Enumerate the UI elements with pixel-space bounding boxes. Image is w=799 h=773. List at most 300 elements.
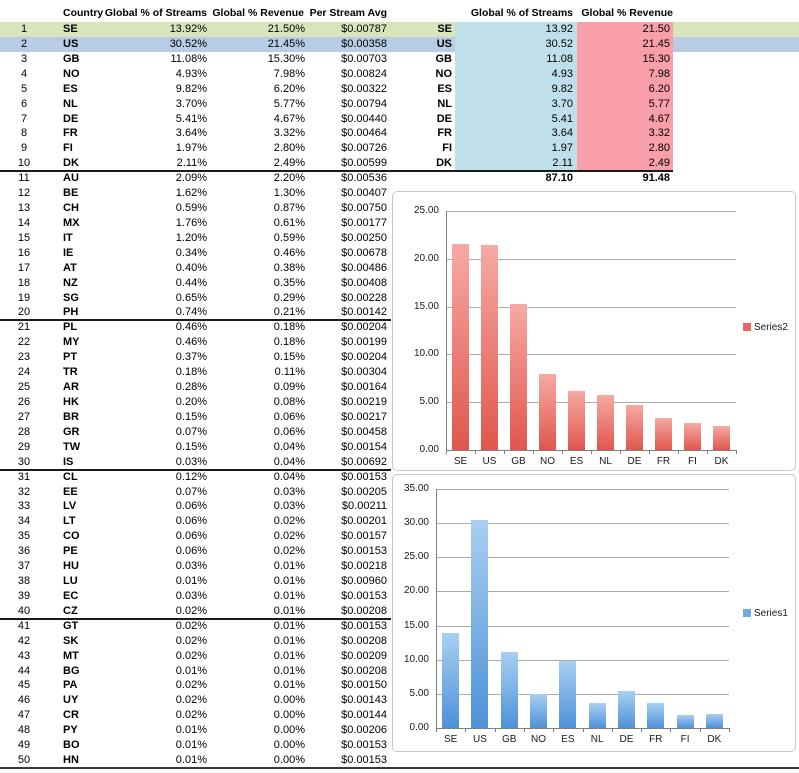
streams-cell[interactable]: 2.11%: [176, 157, 207, 170]
revenue-cell[interactable]: 0.00%: [273, 709, 305, 722]
per-stream-cell[interactable]: $0.00208: [341, 604, 387, 617]
streams-cell[interactable]: 0.01%: [175, 754, 207, 767]
country-cell[interactable]: BO: [63, 739, 80, 752]
row-number[interactable]: 25: [17, 381, 31, 394]
streams-bar-chart[interactable]: [392, 474, 796, 752]
streams-cell[interactable]: 0.01%: [175, 739, 207, 752]
summary-revenue-cell[interactable]: 15.30: [577, 52, 673, 67]
summary-streams-cell[interactable]: 11.08: [455, 52, 577, 67]
streams-cell[interactable]: 0.74%: [175, 306, 207, 319]
summary-country-cell[interactable]: ES: [437, 82, 452, 95]
per-stream-cell[interactable]: $0.00153: [341, 739, 387, 752]
per-stream-cell[interactable]: $0.00153: [341, 619, 387, 632]
per-stream-cell[interactable]: $0.00153: [341, 545, 387, 558]
per-stream-cell[interactable]: $0.00208: [341, 634, 387, 647]
row-number[interactable]: 48: [17, 724, 31, 737]
row-number[interactable]: 22: [17, 336, 31, 349]
streams-cell[interactable]: 13.92%: [169, 23, 207, 35]
country-cell[interactable]: IS: [63, 455, 74, 468]
revenue-cell[interactable]: 0.11%: [274, 366, 305, 379]
streams-cell[interactable]: 0.06%: [175, 500, 207, 513]
streams-cell[interactable]: 5.41%: [175, 112, 207, 125]
row-number[interactable]: 34: [17, 515, 31, 528]
row-number[interactable]: 4: [20, 67, 28, 80]
revenue-cell[interactable]: 2.80%: [273, 142, 305, 155]
streams-cell[interactable]: 0.46%: [175, 336, 207, 349]
revenue-cell[interactable]: 0.01%: [273, 634, 305, 647]
per-stream-cell[interactable]: $0.00464: [341, 127, 387, 140]
streams-cell[interactable]: 0.07%: [175, 485, 207, 498]
revenue-cell[interactable]: 0.01%: [273, 575, 305, 588]
revenue-cell[interactable]: 0.02%: [273, 530, 305, 543]
row-number[interactable]: 13: [17, 202, 31, 215]
header-country[interactable]: Country: [63, 7, 104, 19]
per-stream-cell[interactable]: $0.00218: [341, 560, 387, 573]
per-stream-cell[interactable]: $0.00177: [341, 216, 387, 229]
x-axis-category-label: FI: [688, 456, 697, 467]
revenue-cell[interactable]: 1.30%: [273, 187, 305, 200]
summary-country-cell[interactable]: GB: [435, 52, 452, 65]
country-cell[interactable]: CR: [63, 709, 79, 722]
streams-cell[interactable]: 0.28%: [175, 381, 207, 394]
streams-cell[interactable]: 0.59%: [175, 202, 207, 215]
row-number[interactable]: 18: [17, 276, 31, 289]
per-stream-cell[interactable]: $0.00153: [341, 470, 387, 483]
revenue-cell[interactable]: 0.59%: [273, 231, 305, 244]
revenue-cell[interactable]: 0.35%: [273, 276, 305, 289]
revenue-cell[interactable]: 0.01%: [273, 589, 305, 602]
row-number[interactable]: 28: [17, 425, 31, 438]
summary-streams-cell[interactable]: 1.97: [455, 141, 577, 156]
country-cell[interactable]: GB: [63, 52, 80, 65]
per-stream-cell[interactable]: $0.00794: [341, 97, 387, 110]
streams-cell[interactable]: 0.18%: [175, 366, 207, 379]
streams-cell[interactable]: 0.65%: [175, 291, 207, 304]
country-cell[interactable]: CZ: [63, 604, 78, 617]
per-stream-cell[interactable]: $0.00154: [341, 440, 387, 453]
country-cell[interactable]: CL: [63, 470, 78, 483]
per-stream-cell[interactable]: $0.00960: [341, 575, 387, 588]
per-stream-cell[interactable]: $0.00250: [341, 231, 387, 244]
revenue-cell[interactable]: 2.20%: [273, 172, 305, 185]
streams-cell[interactable]: 0.02%: [175, 709, 207, 722]
summary-country-cell[interactable]: DE: [436, 112, 452, 125]
revenue-cell[interactable]: 0.61%: [273, 216, 305, 229]
country-cell[interactable]: FR: [63, 127, 78, 140]
y-axis-line: [446, 211, 447, 450]
streams-cell[interactable]: 0.37%: [175, 351, 207, 364]
summary-country-cell[interactable]: NL: [437, 97, 452, 110]
summary-revenue-cell[interactable]: 4.67: [577, 112, 673, 127]
row-number[interactable]: 5: [20, 82, 28, 95]
per-stream-cell[interactable]: $0.00322: [341, 82, 387, 95]
per-stream-cell[interactable]: $0.00157: [341, 530, 387, 543]
summary-streams-cell[interactable]: 5.41: [455, 112, 577, 127]
revenue-cell[interactable]: 0.46%: [273, 246, 305, 259]
summary-streams-cell[interactable]: 2.11: [455, 156, 577, 171]
streams-cell[interactable]: 0.01%: [175, 575, 207, 588]
revenue-cell[interactable]: 5.77%: [273, 97, 305, 110]
country-cell[interactable]: LV: [63, 500, 77, 513]
summary-header-streams[interactable]: Global % of Streams: [470, 7, 573, 19]
row-number[interactable]: 1: [20, 23, 28, 35]
per-stream-cell[interactable]: $0.00219: [341, 396, 387, 408]
country-cell[interactable]: AR: [63, 381, 79, 394]
revenue-cell[interactable]: 0.01%: [273, 619, 305, 632]
country-cell[interactable]: EE: [63, 485, 78, 498]
per-stream-cell[interactable]: $0.00787: [341, 23, 387, 35]
country-cell[interactable]: HK: [63, 396, 79, 408]
streams-cell[interactable]: 0.12%: [175, 470, 207, 483]
row-number[interactable]: 12: [17, 187, 31, 200]
country-cell[interactable]: LT: [63, 515, 76, 528]
row-number[interactable]: 42: [17, 634, 31, 647]
revenue-cell[interactable]: 0.18%: [273, 336, 305, 349]
row-number[interactable]: 50: [17, 754, 31, 767]
header-streams[interactable]: Global % of Streams: [104, 7, 207, 19]
country-cell[interactable]: FI: [63, 142, 73, 155]
per-stream-cell[interactable]: $0.00358: [341, 37, 387, 50]
revenue-cell[interactable]: 4.67%: [273, 112, 305, 125]
row-number[interactable]: 20: [17, 306, 31, 319]
row-number[interactable]: 45: [17, 679, 31, 692]
country-cell[interactable]: TW: [63, 440, 81, 453]
summary-revenue-cell[interactable]: 21.50: [577, 22, 673, 37]
per-stream-cell[interactable]: $0.00211: [341, 500, 387, 513]
row-number[interactable]: 2: [20, 37, 28, 50]
revenue-total[interactable]: 91.48: [642, 172, 670, 185]
row-number[interactable]: 32: [17, 485, 31, 498]
per-stream-cell[interactable]: $0.00199: [341, 336, 387, 349]
row-number[interactable]: 41: [17, 619, 31, 632]
revenue-cell[interactable]: 0.00%: [273, 739, 305, 752]
country-cell[interactable]: PL: [63, 321, 78, 334]
streams-cell[interactable]: 0.02%: [175, 619, 207, 632]
summary-revenue-cell[interactable]: 3.32: [577, 126, 673, 141]
revenue-cell[interactable]: 0.08%: [273, 396, 305, 408]
country-cell[interactable]: BR: [63, 410, 79, 423]
country-cell[interactable]: US: [63, 37, 79, 50]
border-under-row-10: [0, 170, 673, 172]
streams-cell[interactable]: 0.44%: [175, 276, 207, 289]
row-number[interactable]: 47: [17, 709, 31, 722]
per-stream-cell[interactable]: $0.00678: [341, 246, 387, 259]
streams-cell[interactable]: 0.02%: [175, 649, 207, 662]
streams-cell[interactable]: 0.03%: [175, 560, 207, 573]
chart-legend[interactable]: [743, 322, 788, 334]
streams-cell[interactable]: 0.15%: [175, 440, 207, 453]
streams-cell[interactable]: 9.82%: [175, 82, 207, 95]
country-cell[interactable]: SE: [63, 23, 78, 35]
summary-revenue-cell[interactable]: 5.77: [577, 97, 673, 112]
row-number[interactable]: 11: [18, 172, 30, 185]
streams-cell[interactable]: 2.09%: [175, 172, 207, 185]
per-stream-cell[interactable]: $0.00153: [341, 754, 387, 767]
row-number[interactable]: 46: [17, 694, 31, 707]
per-stream-cell[interactable]: $0.00599: [341, 157, 387, 170]
streams-cell[interactable]: 0.02%: [175, 604, 207, 617]
country-cell[interactable]: GT: [63, 619, 79, 632]
country-cell[interactable]: MY: [63, 336, 80, 349]
per-stream-cell[interactable]: $0.00536: [341, 172, 387, 185]
row-number[interactable]: 21: [17, 321, 31, 334]
row-number[interactable]: 24: [17, 366, 31, 379]
per-stream-cell[interactable]: $0.00153: [341, 589, 387, 602]
summary-country-cell[interactable]: FR: [437, 127, 452, 140]
summary-country-cell[interactable]: NO: [435, 67, 452, 80]
country-cell[interactable]: HN: [63, 754, 79, 767]
row-number[interactable]: 9: [20, 142, 28, 155]
chart-legend[interactable]: [743, 608, 788, 620]
row-number[interactable]: 43: [17, 649, 31, 662]
streams-cell[interactable]: 0.06%: [175, 545, 207, 558]
streams-cell[interactable]: 0.46%: [175, 321, 207, 334]
revenue-cell[interactable]: 0.09%: [273, 381, 305, 394]
row-number[interactable]: 15: [17, 231, 31, 244]
country-cell[interactable]: PT: [63, 351, 78, 364]
summary-country-cell[interactable]: DK: [436, 157, 452, 170]
revenue-cell[interactable]: 0.03%: [273, 485, 305, 498]
revenue-cell[interactable]: 0.06%: [273, 410, 305, 423]
streams-cell[interactable]: 1.62%: [175, 187, 207, 200]
row-number[interactable]: 23: [17, 351, 31, 364]
revenue-cell[interactable]: 21.45%: [267, 37, 305, 50]
revenue-cell[interactable]: 0.03%: [273, 500, 305, 513]
streams-cell[interactable]: 1.76%: [175, 216, 207, 229]
streams-cell[interactable]: 0.01%: [175, 724, 207, 737]
summary-revenue-cell[interactable]: 2.80: [577, 141, 673, 156]
revenue-cell[interactable]: 0.87%: [273, 202, 305, 215]
per-stream-cell[interactable]: $0.00458: [341, 425, 387, 438]
row-number[interactable]: 26: [17, 396, 31, 408]
country-cell[interactable]: AT: [63, 261, 77, 274]
per-stream-cell[interactable]: $0.00204: [341, 321, 387, 334]
per-stream-cell[interactable]: $0.00824: [341, 67, 387, 80]
streams-cell[interactable]: 0.20%: [175, 396, 207, 408]
streams-cell[interactable]: 0.02%: [175, 634, 207, 647]
row-number[interactable]: 7: [20, 112, 28, 125]
streams-cell[interactable]: 0.15%: [175, 410, 207, 423]
revenue-cell[interactable]: 0.04%: [273, 470, 305, 483]
row-number[interactable]: 31: [17, 470, 31, 483]
per-stream-cell[interactable]: $0.00692: [341, 455, 387, 468]
per-stream-cell[interactable]: $0.00217: [341, 410, 387, 423]
per-stream-cell[interactable]: $0.00726: [341, 142, 387, 155]
streams-cell[interactable]: 0.06%: [175, 515, 207, 528]
country-cell[interactable]: CO: [63, 530, 80, 543]
per-stream-cell[interactable]: $0.00440: [341, 112, 387, 125]
country-cell[interactable]: BG: [63, 664, 80, 677]
revenue-cell[interactable]: 0.29%: [273, 291, 305, 304]
revenue-cell[interactable]: 6.20%: [273, 82, 305, 95]
country-cell[interactable]: SK: [63, 634, 79, 647]
country-cell[interactable]: DE: [63, 112, 79, 125]
per-stream-cell[interactable]: $0.00407: [341, 187, 387, 200]
row-number[interactable]: 40: [17, 604, 31, 617]
per-stream-cell[interactable]: $0.00204: [341, 351, 387, 364]
per-stream-cell[interactable]: $0.00144: [341, 709, 387, 722]
country-cell[interactable]: SG: [63, 291, 79, 304]
bar-DE: [626, 405, 643, 450]
revenue-cell[interactable]: 0.18%: [273, 321, 305, 334]
summary-revenue-cell[interactable]: 7.98: [577, 67, 673, 82]
per-stream-cell[interactable]: $0.00206: [341, 724, 387, 737]
revenue-cell[interactable]: 0.21%: [273, 306, 305, 319]
summary-country-cell[interactable]: FI: [442, 142, 452, 155]
revenue-cell[interactable]: 0.02%: [273, 515, 305, 528]
revenue-cell[interactable]: 0.00%: [273, 694, 305, 707]
revenue-cell[interactable]: 0.04%: [273, 455, 305, 468]
summary-country-cell[interactable]: US: [436, 37, 452, 50]
summary-streams-cell[interactable]: 4.93: [455, 67, 577, 82]
per-stream-cell[interactable]: $0.00228: [341, 291, 387, 304]
streams-cell[interactable]: 3.64%: [175, 127, 207, 140]
per-stream-cell[interactable]: $0.00201: [341, 515, 387, 528]
per-stream-cell[interactable]: $0.00486: [341, 261, 387, 274]
country-cell[interactable]: BE: [63, 187, 79, 200]
revenue-cell[interactable]: 0.04%: [273, 440, 305, 453]
row-number[interactable]: 27: [17, 410, 31, 423]
row-number[interactable]: 37: [17, 560, 31, 573]
streams-cell[interactable]: 0.02%: [175, 679, 207, 692]
summary-streams-cell[interactable]: 3.64: [455, 126, 577, 141]
country-cell[interactable]: PE: [63, 545, 78, 558]
revenue-cell[interactable]: 15.30%: [267, 52, 305, 65]
streams-cell[interactable]: 0.34%: [175, 246, 207, 259]
row-number[interactable]: 36: [17, 545, 31, 558]
streams-cell[interactable]: 0.02%: [175, 694, 207, 707]
country-cell[interactable]: PH: [63, 306, 79, 319]
per-stream-cell[interactable]: $0.00208: [341, 664, 387, 677]
streams-cell[interactable]: 3.70%: [175, 97, 207, 110]
streams-cell[interactable]: 11.08%: [170, 52, 207, 65]
row-number[interactable]: 10: [17, 157, 31, 170]
row-number[interactable]: 29: [17, 440, 31, 453]
summary-revenue-cell[interactable]: 2.49: [577, 156, 673, 171]
revenue-cell[interactable]: 0.06%: [273, 425, 305, 438]
revenue-cell[interactable]: 0.01%: [273, 560, 305, 573]
per-stream-cell[interactable]: $0.00143: [341, 694, 387, 707]
country-cell[interactable]: NZ: [63, 276, 78, 289]
summary-header-revenue[interactable]: Global % Revenue: [581, 7, 673, 19]
revenue-cell[interactable]: 0.00%: [273, 754, 305, 767]
row-number[interactable]: 19: [17, 291, 31, 304]
streams-cell[interactable]: 0.03%: [175, 455, 207, 468]
revenue-bar-chart[interactable]: [392, 191, 796, 471]
country-cell[interactable]: PY: [63, 724, 78, 737]
revenue-cell[interactable]: 0.02%: [273, 545, 305, 558]
streams-total[interactable]: 87.10: [545, 172, 573, 185]
per-stream-cell[interactable]: $0.00164: [341, 381, 387, 394]
row-number[interactable]: 38: [17, 575, 31, 588]
streams-cell[interactable]: 0.03%: [175, 589, 207, 602]
streams-cell[interactable]: 1.97%: [175, 142, 207, 155]
country-cell[interactable]: UY: [63, 694, 79, 707]
row-number[interactable]: 8: [20, 127, 28, 140]
summary-country-cell[interactable]: SE: [437, 23, 452, 35]
country-cell[interactable]: GR: [63, 425, 80, 438]
country-cell[interactable]: NL: [63, 97, 78, 110]
summary-totals-row: [0, 171, 799, 186]
country-cell[interactable]: IE: [63, 246, 74, 259]
per-stream-cell[interactable]: $0.00408: [341, 276, 387, 289]
summary-streams-cell[interactable]: 9.82: [455, 82, 577, 97]
revenue-cell[interactable]: 7.98%: [273, 67, 305, 80]
country-cell[interactable]: NO: [63, 67, 80, 80]
row-number[interactable]: 16: [17, 246, 31, 259]
country-cell[interactable]: ES: [63, 82, 78, 95]
per-stream-cell[interactable]: $0.00205: [341, 485, 387, 498]
country-cell[interactable]: MX: [63, 216, 80, 229]
country-cell[interactable]: HU: [63, 560, 79, 573]
per-stream-cell[interactable]: $0.00750: [341, 202, 387, 215]
revenue-cell[interactable]: 0.01%: [273, 664, 305, 677]
country-cell[interactable]: TR: [63, 366, 78, 379]
revenue-cell[interactable]: 0.00%: [273, 724, 305, 737]
country-cell[interactable]: LU: [63, 575, 78, 588]
country-cell[interactable]: EC: [63, 589, 79, 602]
summary-streams-cell[interactable]: 30.52: [455, 37, 577, 52]
row-number[interactable]: 30: [17, 455, 31, 468]
streams-cell[interactable]: 1.20%: [175, 231, 207, 244]
revenue-cell[interactable]: 0.01%: [273, 649, 305, 662]
x-axis-tick: [524, 728, 525, 732]
country-cell[interactable]: DK: [63, 157, 79, 170]
header-revenue[interactable]: Global % Revenue: [212, 7, 304, 19]
row-number[interactable]: 33: [17, 500, 31, 513]
summary-streams-cell[interactable]: 13.92: [455, 22, 577, 37]
per-stream-cell[interactable]: $0.00703: [341, 52, 387, 65]
streams-cell[interactable]: 30.52%: [169, 37, 207, 50]
row-number[interactable]: 44: [17, 664, 31, 677]
revenue-cell[interactable]: 0.01%: [273, 604, 305, 617]
row-number[interactable]: 6: [20, 97, 28, 110]
header-per-stream[interactable]: Per Stream Avg: [309, 7, 387, 19]
country-cell[interactable]: MT: [63, 649, 79, 662]
revenue-cell[interactable]: 3.32%: [273, 127, 305, 140]
revenue-cell[interactable]: 0.15%: [273, 351, 305, 364]
per-stream-cell[interactable]: $0.00304: [341, 366, 387, 379]
row-number[interactable]: 3: [20, 52, 28, 65]
revenue-cell[interactable]: 21.50%: [267, 23, 305, 35]
per-stream-cell[interactable]: $0.00150: [341, 679, 387, 692]
revenue-cell[interactable]: 0.01%: [273, 679, 305, 692]
streams-cell[interactable]: 4.93%: [175, 67, 207, 80]
row-number[interactable]: 39: [17, 589, 31, 602]
summary-revenue-cell[interactable]: 6.20: [577, 82, 673, 97]
row-number[interactable]: 14: [17, 216, 31, 229]
revenue-cell[interactable]: 0.38%: [273, 261, 305, 274]
streams-cell[interactable]: 0.40%: [175, 261, 207, 274]
streams-cell[interactable]: 0.07%: [175, 425, 207, 438]
country-cell[interactable]: IT: [63, 231, 73, 244]
x-axis-category-label: US: [472, 734, 487, 745]
per-stream-cell[interactable]: $0.00209: [341, 649, 387, 662]
summary-streams-cell[interactable]: 3.70: [455, 97, 577, 112]
streams-cell[interactable]: 0.06%: [175, 530, 207, 543]
streams-cell[interactable]: 0.01%: [175, 664, 207, 677]
row-number[interactable]: 17: [17, 261, 31, 274]
row-number[interactable]: 35: [17, 530, 31, 543]
country-cell[interactable]: AU: [63, 172, 79, 185]
x-axis-tick: [729, 728, 730, 732]
summary-revenue-cell[interactable]: 21.45: [577, 37, 673, 52]
revenue-cell[interactable]: 2.49%: [273, 157, 305, 170]
country-cell[interactable]: CH: [63, 202, 79, 215]
row-number[interactable]: 49: [17, 739, 31, 752]
country-cell[interactable]: PA: [63, 679, 78, 692]
per-stream-cell[interactable]: $0.00142: [341, 306, 387, 319]
